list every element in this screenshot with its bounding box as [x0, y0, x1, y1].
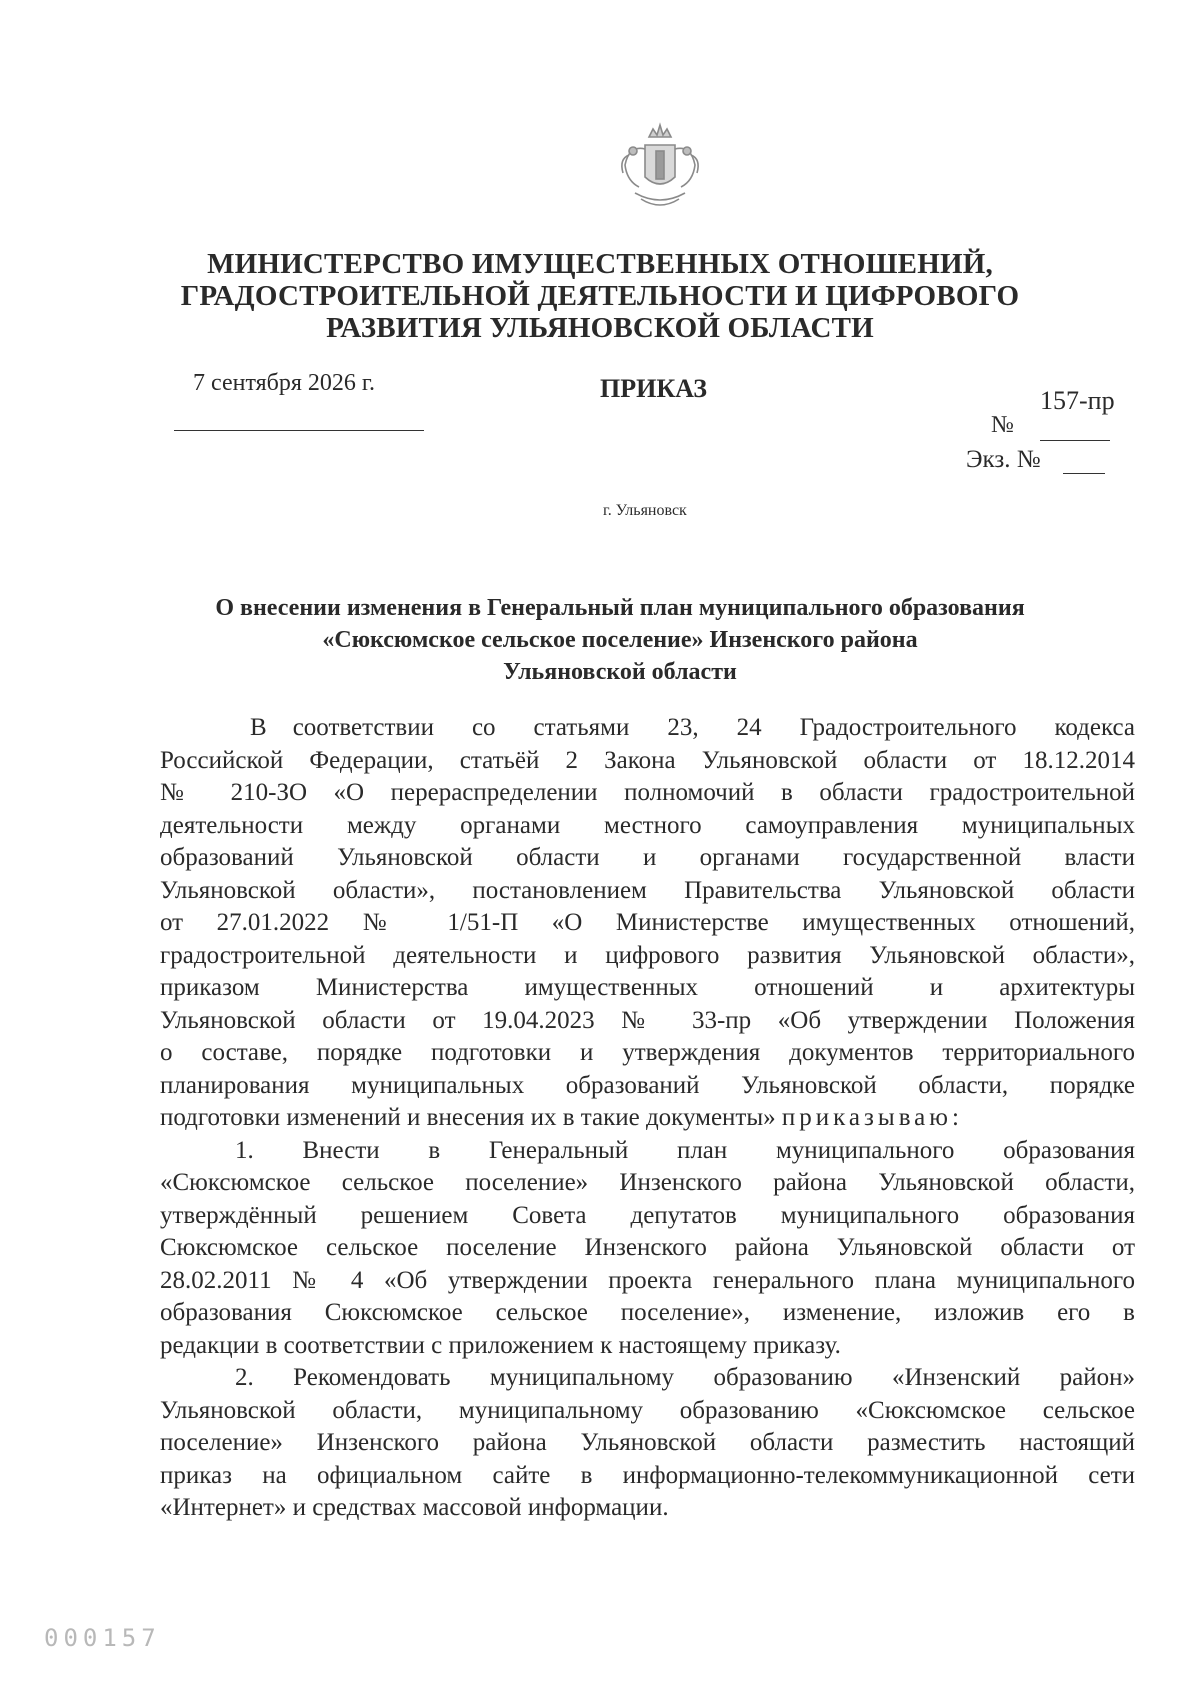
order-word: приказываю:: [781, 1104, 963, 1131]
item-1-line: Сюксюмское сельское поселение Инзенского района Ульяновской области от: [160, 1234, 1135, 1261]
item-2-line: Ульяновской области, муниципальному образованию «Сюксюмское сельское: [160, 1396, 1135, 1424]
item-1-line: «Сюксюмское сельское поселение» Инзенского района Ульяновской области,: [160, 1169, 1135, 1196]
subject-line: О внесении изменения в Генеральный план муниципального образования: [215, 595, 1025, 621]
item-2-line: 2. Рекомендовать муниципальному образованию «Инзенский район»: [235, 1364, 1135, 1391]
preamble-line: № 210-ЗО «О перераспределении полномочий в области градостроительной: [160, 779, 1135, 806]
city: г. Ульяновск: [603, 502, 687, 519]
order-body: [160, 712, 1135, 1525]
preamble-first-word: В: [250, 714, 267, 741]
copy-number-underline: [1063, 473, 1105, 474]
subject-line: «Сюксюмское сельское поселение» Инзенского района: [322, 627, 918, 653]
subject-line: Ульяновской области: [503, 659, 737, 685]
order-subject: [140, 592, 1100, 688]
preamble-line: В соответствии со статьями 23, 24 Градостроительного кодекса: [250, 714, 1135, 741]
ministry-line: РАЗВИТИЯ УЛЬЯНОВСКОЙ ОБЛАСТИ: [326, 312, 874, 344]
preamble-line: Ульяновской области», постановлением Правительства Ульяновской области: [160, 876, 1135, 904]
preamble-line: Ульяновской области от 19.04.2023 № 33-пр «Об утверждении Положения: [160, 1006, 1135, 1034]
item-1-line: образования Сюксюмское сельское поселение», изменение, изложив его в: [160, 1299, 1135, 1326]
ministry-line: ГРАДОСТРОИТЕЛЬНОЙ ДЕЯТЕЛЬНОСТИ И ЦИФРОВОГО: [180, 280, 1020, 312]
preamble-line: о составе, порядке подготовки и утверждения документов территориального: [160, 1039, 1135, 1066]
date-underline: [174, 430, 424, 431]
number-underline: [1040, 440, 1110, 441]
item-1-line: утверждённый решением Совета депутатов муниципального образования: [160, 1201, 1135, 1229]
item-1-line: 28.02.2011 № 4 «Об утверждении проекта генерального плана муниципального: [160, 1266, 1135, 1294]
preamble-line: Российской Федерации, статьёй 2 Закона Ульяновской области от 18.12.2014: [160, 746, 1135, 774]
preamble-line: приказом Министерства имущественных отношений и архитектуры: [160, 974, 1135, 1001]
item-2-line: приказ на официальном сайте в информационно-телекоммуникационной сети: [160, 1461, 1135, 1489]
page-stamp: 000157: [44, 1624, 161, 1652]
preamble-line: деятельности между органами местного самоуправления муниципальных: [160, 811, 1135, 839]
preamble-line: градостроительной деятельности и цифрового развития Ульяновской области»,: [160, 941, 1135, 969]
preamble-line: от 27.01.2022 № 1/51-П «О Министерстве имущественных отношений,: [160, 909, 1135, 936]
item-2-line: поселение» Инзенского района Ульяновской области разместить настоящий: [160, 1429, 1135, 1456]
preamble-line: подготовки изменений и внесения их в такие документы» приказываю:: [160, 1104, 963, 1131]
ministry-name: [150, 248, 1050, 344]
number-label: №: [991, 412, 1014, 438]
item-2-line: «Интернет» и средствах массовой информации.: [160, 1494, 669, 1521]
coat-of-arms-icon: [605, 115, 715, 215]
copy-number-label: Экз. №: [966, 446, 1041, 473]
order-number: 157-пр: [1040, 386, 1115, 415]
preamble-line: планирования муниципальных образований Ульяновской области, порядке: [160, 1071, 1135, 1099]
item-1-line: 1. Внести в Генеральный план муниципального образования: [235, 1136, 1135, 1164]
ministry-line: МИНИСТЕРСТВО ИМУЩЕСТВЕННЫХ ОТНОШЕНИЙ,: [207, 248, 993, 280]
preamble-line: образований Ульяновской области и органами государственной власти: [160, 844, 1135, 871]
document-type: ПРИКАЗ: [600, 374, 708, 403]
order-date: 7 сентября 2026 г.: [193, 370, 376, 396]
item-1-line: редакции в соответствии с приложением к настоящему приказу.: [160, 1331, 841, 1359]
